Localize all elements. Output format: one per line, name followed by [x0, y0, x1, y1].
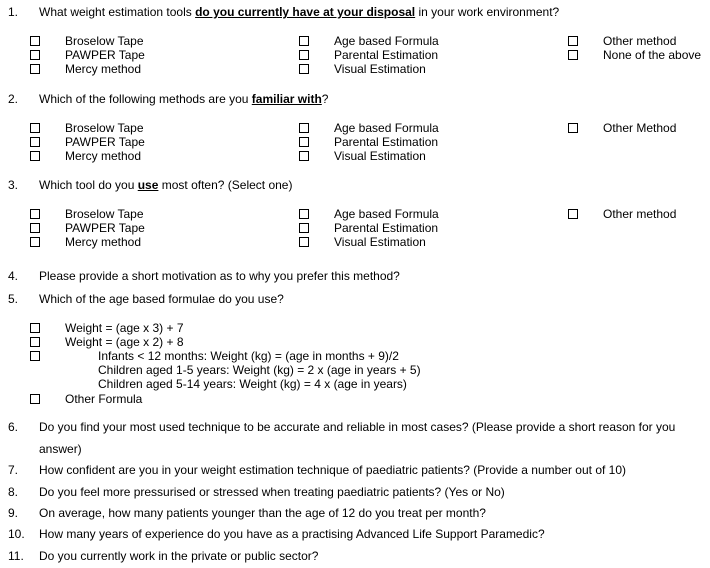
q2-checkbox-visual[interactable]: [299, 151, 309, 161]
q6-question-cont: answer): [39, 442, 82, 456]
q5-checkbox-other[interactable]: [30, 394, 40, 404]
q1-checkbox-mercy[interactable]: [30, 64, 40, 74]
q3-emphasis: use: [137, 178, 159, 192]
q2-checkbox-pawper[interactable]: [30, 137, 40, 147]
q3-option-label: Broselow Tape: [65, 207, 144, 221]
q7-number: 7.: [8, 463, 19, 477]
q2-option-label: Mercy method: [65, 149, 142, 163]
q2-checkbox-broselow[interactable]: [30, 123, 40, 133]
q3-number: 3.: [8, 178, 19, 192]
q5-question: Which of the age based formulae do you use?: [39, 292, 284, 306]
q5-sub-formula: Infants < 12 months: Weight (kg) = (age in months + 9)/2: [98, 349, 399, 363]
q3-question: Which tool do you use most often? (Select one): [39, 178, 293, 192]
q5-checkbox-formula-3[interactable]: [30, 351, 40, 361]
q3-checkbox-age-formula[interactable]: [299, 209, 309, 219]
q3-option-label: Visual Estimation: [334, 235, 426, 249]
q1-checkbox-parental[interactable]: [299, 50, 309, 60]
q1-option-label: PAWPER Tape: [65, 48, 145, 62]
q1-option-label: Age based Formula: [334, 34, 439, 48]
q3-option-label: Mercy method: [65, 235, 142, 249]
q6-question: Do you find your most used technique to be accurate and reliable in most cases? (Please provide a short reason for you: [39, 420, 676, 434]
q1-checkbox-visual[interactable]: [299, 64, 309, 74]
q2-checkbox-mercy[interactable]: [30, 151, 40, 161]
q5-sub-formula: Children aged 5-14 years: Weight (kg) = 4 x (age in years): [98, 377, 407, 391]
q1-emphasis: do you currently have at your disposal: [195, 5, 416, 19]
q4-number: 4.: [8, 269, 19, 283]
q1-option-label: Visual Estimation: [334, 62, 426, 76]
q1-option-label: Other method: [603, 34, 677, 48]
q1-checkbox-other[interactable]: [568, 36, 578, 46]
q5-option-label: Other Formula: [65, 392, 143, 406]
q3-checkbox-pawper[interactable]: [30, 223, 40, 233]
q3-option-label: PAWPER Tape: [65, 221, 145, 235]
q2-checkbox-age-formula[interactable]: [299, 123, 309, 133]
q3-option-label: Age based Formula: [334, 207, 439, 221]
q5-option-label: Weight = (age x 2) + 8: [65, 335, 184, 349]
q1-option-label: Parental Estimation: [334, 48, 439, 62]
q3-checkbox-other[interactable]: [568, 209, 578, 219]
q2-option-label: Broselow Tape: [65, 121, 144, 135]
q8-number: 8.: [8, 485, 19, 499]
q1-number: 1.: [8, 5, 19, 19]
q9-question: On average, how many patients younger than the age of 12 do you treat per month?: [39, 506, 486, 520]
q2-option-label: Visual Estimation: [334, 149, 426, 163]
q3-checkbox-broselow[interactable]: [30, 209, 40, 219]
q7-question: How confident are you in your weight estimation technique of paediatric patients? (Provide a number out of 10): [39, 463, 627, 477]
q4-question: Please provide a short motivation as to why you prefer this method?: [39, 269, 400, 283]
q1-checkbox-none[interactable]: [568, 50, 578, 60]
q8-question: Do you feel more pressurised or stressed when treating paediatric patients? (Yes or No): [39, 485, 505, 499]
q10-question: How many years of experience do you have as a practising Advanced Life Support Paramedic?: [39, 527, 545, 541]
q5-checkbox-formula-2[interactable]: [30, 337, 40, 347]
q3-checkbox-parental[interactable]: [299, 223, 309, 233]
q3-checkbox-visual[interactable]: [299, 237, 309, 247]
q1-checkbox-broselow[interactable]: [30, 36, 40, 46]
q3-option-label: Other method: [603, 207, 677, 221]
q3-option-label: Parental Estimation: [334, 221, 439, 235]
q1-question: What weight estimation tools do you currently have at your disposal in your work environment?: [39, 5, 560, 19]
q2-question: Which of the following methods are you familiar with?: [39, 92, 329, 106]
q3-checkbox-mercy[interactable]: [30, 237, 40, 247]
q6-number: 6.: [8, 420, 19, 434]
q2-number: 2.: [8, 92, 19, 106]
q2-option-label: Other Method: [603, 121, 677, 135]
q5-sub-formula: Children aged 1-5 years: Weight (kg) = 2 x (age in years + 5): [98, 363, 421, 377]
q2-option-label: Age based Formula: [334, 121, 439, 135]
q2-option-label: Parental Estimation: [334, 135, 439, 149]
q11-question: Do you currently work in the private or public sector?: [39, 549, 319, 563]
q1-checkbox-pawper[interactable]: [30, 50, 40, 60]
q1-option-label: None of the above: [603, 48, 702, 62]
q2-checkbox-parental[interactable]: [299, 137, 309, 147]
q9-number: 9.: [8, 506, 19, 520]
q5-option-label: Weight = (age x 3) + 7: [65, 321, 184, 335]
q2-checkbox-other[interactable]: [568, 123, 578, 133]
q5-checkbox-formula-1[interactable]: [30, 323, 40, 333]
q2-option-label: PAWPER Tape: [65, 135, 145, 149]
q10-number: 10.: [8, 527, 25, 541]
q1-option-label: Mercy method: [65, 62, 142, 76]
q5-number: 5.: [8, 292, 19, 306]
q2-emphasis: familiar with: [251, 92, 322, 106]
q1-checkbox-age-formula[interactable]: [299, 36, 309, 46]
q1-option-label: Broselow Tape: [65, 34, 144, 48]
q11-number: 11.: [8, 549, 24, 563]
